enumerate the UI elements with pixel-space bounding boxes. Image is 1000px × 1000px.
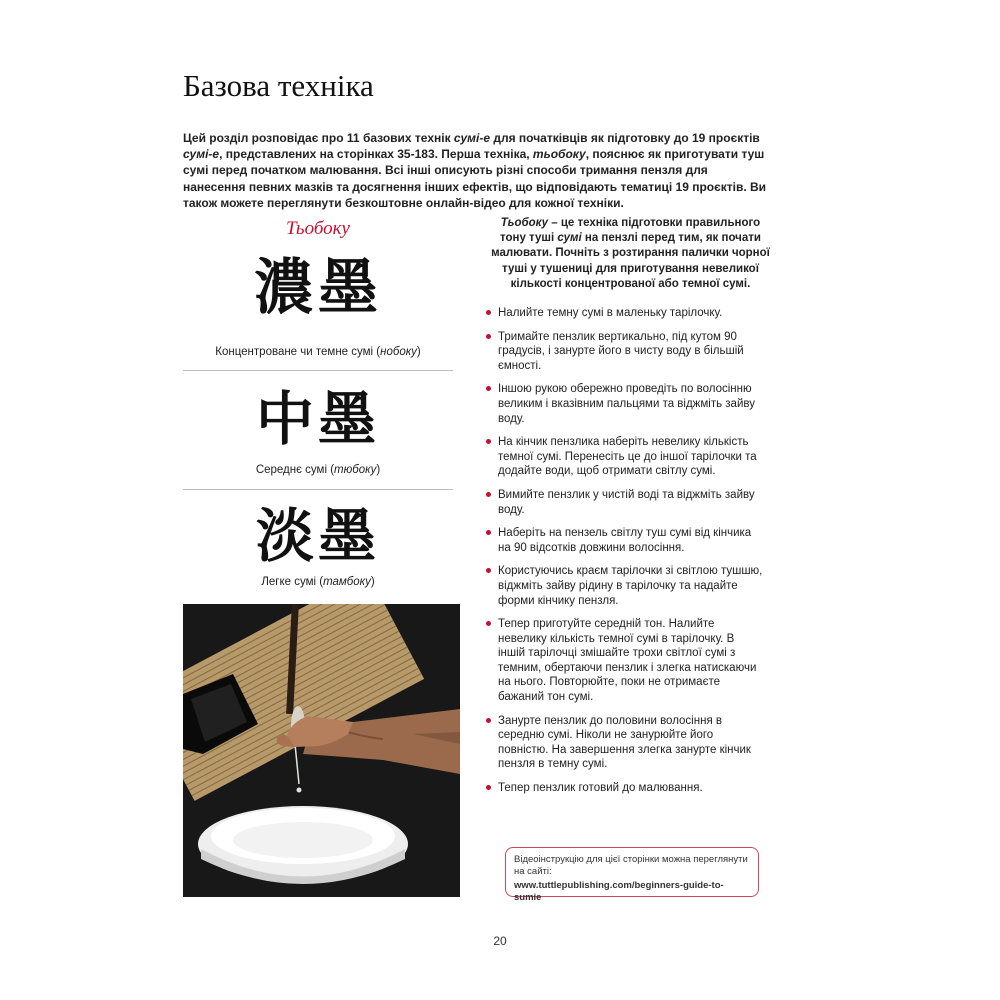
intro-paragraph: Цей розділ розповідає про 11 базових технік сумі-е для початківців як підготовку до 19 проєктів сумі-е, представлених на сторінках 35-183. Перша техніка, тьобоку, пояснює як приготувати туш сумі перед початком малювання. Всі інші описують різні способи тримання пензля для нанесення певних мазків та досягнення інших ефектів, що відповідають тематиці 19 проєктів. Ви також можете переглянути безкоштовне онлайн-відео для кожної техніки.	[183, 131, 767, 210]
kanji-tyuboku: 中墨	[255, 385, 380, 453]
bullet-dot-icon	[486, 785, 491, 790]
list-item: Тепер приготуйте середній тон. Налийте невелику кількість темної сумі в тарілочку. В іншій тарілочці змішайте трохи світлої сумі з темним, обертаючи пензлик і злегка натискаючи на нього. Повторюйте, поки не отримаєте бажаний тон сумі.	[484, 617, 764, 705]
bullet-dot-icon	[486, 718, 491, 723]
list-item: Наберіть на пензель світлу туш сумі від кінчика на 90 відсотків довжини волосіння.	[484, 526, 764, 555]
brush-dish-photo	[183, 604, 460, 897]
caption-tamboku: Легке сумі (тамбоку)	[261, 576, 375, 588]
page-number: 20	[493, 934, 507, 948]
bullet-dot-icon	[486, 530, 491, 535]
bullet-dot-icon	[486, 621, 491, 626]
divider	[183, 370, 453, 371]
list-item: Вимийте пензлик у чистій воді та віджміть зайву воду.	[484, 488, 764, 517]
video-info-box	[505, 847, 759, 903]
list-item: Тепер пензлик готовий до малювання.	[484, 781, 764, 796]
bullet-dot-icon	[486, 568, 491, 573]
bullet-dot-icon	[486, 439, 491, 444]
caption-noboku: Концентроване чи темне сумі (нобоку)	[215, 346, 421, 358]
bullet-dot-icon	[486, 334, 491, 339]
list-item: На кінчик пензлика наберіть невелику кількість темної сумі. Перенесіть це до іншої тарілочки та додайте води, щоб отримати світлу сумі.	[484, 435, 764, 479]
list-item: Занурте пензлик до половини волосіння в середню сумі. Ніколи не занурюйте його повністю. На завершення злегка занурте кінчик пензля в темну сумі.	[484, 714, 764, 772]
steps-list	[484, 306, 764, 805]
caption-tyuboku: Середнє сумі (тюбоку)	[255, 464, 381, 476]
kanji-tamboku: 淡墨	[255, 502, 380, 570]
bullet-dot-icon	[486, 386, 491, 391]
list-item: Користуючись краєм тарілочки зі світлою тушшю, віджміть зайву рідину в тарілочку та надайте форми кінчику пензля.	[484, 564, 764, 608]
kanji-noboku: 濃墨	[254, 253, 382, 323]
bullet-dot-icon	[486, 492, 491, 497]
video-link[interactable]: www.tuttlepublishing.com/beginners-guide-to-sumie	[514, 880, 724, 903]
list-item: Налийте темну сумі в маленьку тарілочку.	[484, 306, 764, 321]
technique-description: Тьобоку – це техніка підготовки правильного тону туші сумі на пензлі перед тим, як почати малювати. Почніть з розтирання палички чорної туші у тушениці для приготування невеликої кількості концентрованої або темної сумі.	[491, 217, 770, 290]
page-title: Базова техніка	[183, 68, 374, 103]
list-item: Тримайте пензлик вертикально, під кутом 90 градусів, і занурте його в чисту воду в більшій ємності.	[484, 330, 764, 374]
bullet-dot-icon	[486, 310, 491, 315]
video-info-text: Відеоінструкцію для цієї сторінки можна переглянути на сайті:	[514, 854, 748, 877]
technique-title: Тьобоку	[286, 218, 350, 239]
list-item: Іншою рукою обережно проведіть по волосінню великим і вказівним пальцями та віджміть зайву воду.	[484, 382, 764, 426]
divider	[183, 489, 453, 490]
